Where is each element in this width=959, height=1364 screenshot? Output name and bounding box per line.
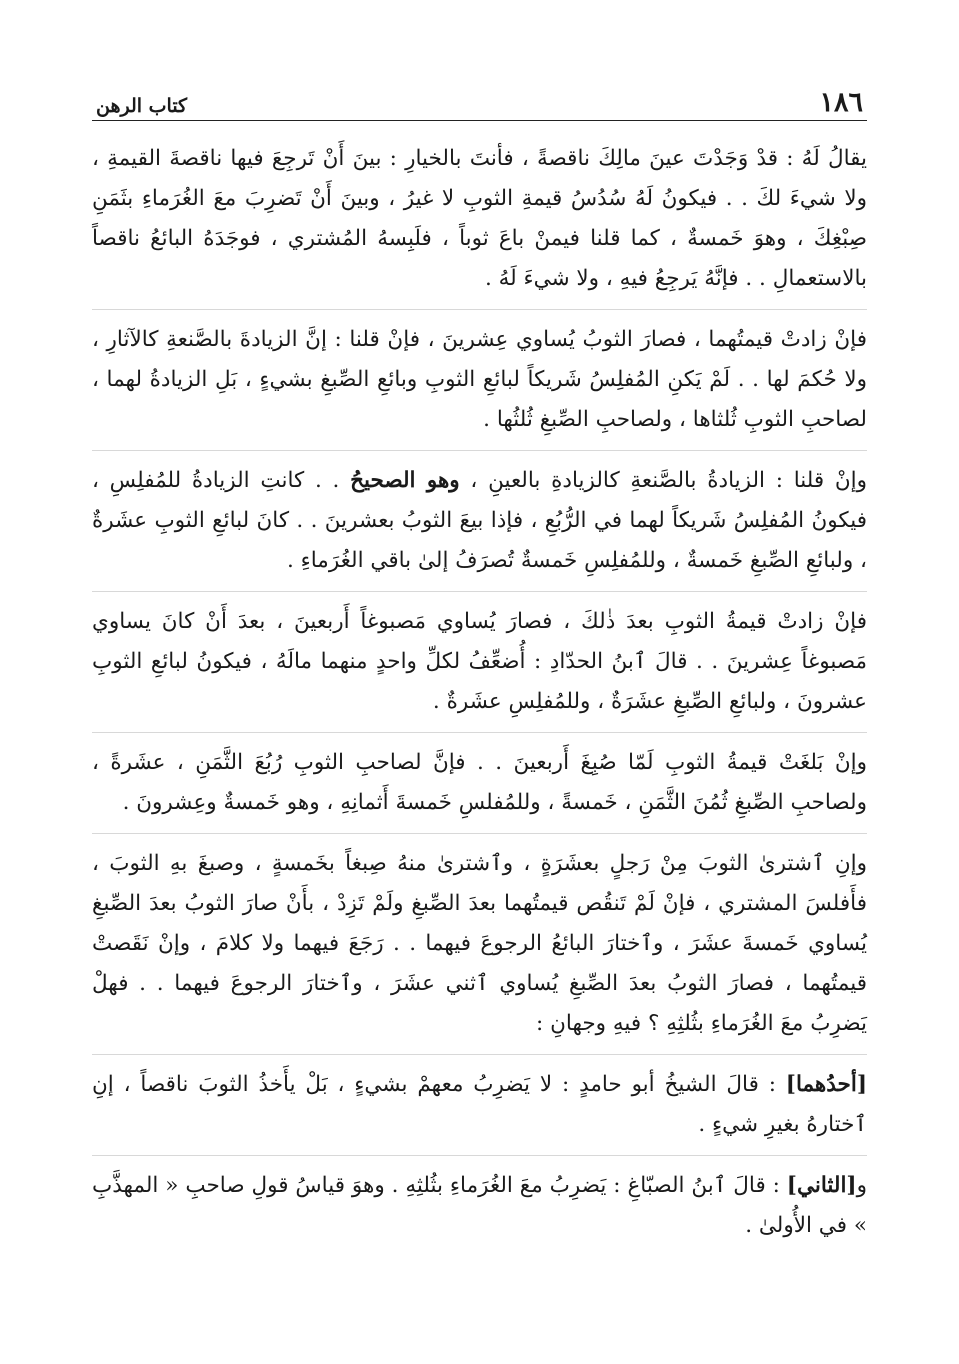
paragraph-7 bbox=[92, 1054, 867, 1145]
paragraph-3-emphasis: وهو الصحيحُ bbox=[350, 468, 460, 493]
paragraph-5: وإنْ بَلغَتْ قيمةُ الثوبِ لَمّا صُبِغَ أَربعينَ . . فإنَّ لصاحبِ الثوبِ رُبُعَ الثَّمَنِ ، عشَرةً ، ولصاحبِ الصِّبغِ ثُمُنَ الثَّمَنِ ، خَمسةً ، وللمُفلسِ خَمسةَ أَثمانِهِ ، وهو خَمسةٌ وعِشرونَ . bbox=[92, 732, 867, 823]
body-text bbox=[92, 139, 867, 1246]
paragraph-6: وإنِ ٱشترىٰ الثوبَ مِنْ رَجلٍ بعشَرَةٍ ، وٱشترىٰ منهُ صِبغاً بخَمسةٍ ، وصبغَ بهِ الثوبَ ، فأَفلسَ المشتري ، فإنْ لَمْ تَنقُص قيمتُهما بعدَ الصِّبغِ ولَمْ تَزِدْ ، بأَنْ صارَ الثوبُ بعدَ الصِّبغِ يُساوي خَمسةَ عشَرَ ، وٱختارَ البائعُ الرجوعَ فيهما . . رَجَعَ فيهما ولا كلامَ ، وإنْ نَقَصتْ قيمتُهما ، فصارَ الثوبُ بعدَ الصِّبغِ يُساوي ٱثني عشَرَ ، وٱختارَ الرجوعَ فيهما . . فهلْ يَضرِبُ معَ الغُرَماءِ بثُلثِهِ ؟ فيهِ وجهانِ : bbox=[92, 833, 867, 1044]
running-header bbox=[92, 72, 867, 121]
paragraph-8 bbox=[92, 1155, 867, 1246]
paragraph-1: يقالُ لَهُ : قدْ وَجَدْتَ عينَ مالِكَ ناقصةً ، فأنتَ بالخيارِ : بينَ أَنْ تَرجِعَ فيها ناقصةَ القيمةِ ، ولا شيءَ لكَ . . فيكونُ لَهُ سُدُسُ قيمةِ الثوبِ لا غيرُ ، وبينَ أَنْ تَضرِبَ معَ الغُرَماءِ بثَمَنِ صِبْغِكَ ، وهوَ خَمسةٌ ، كما قلنا فيمنْ باعَ ثوباً ، فلَبِسهُ المُشتري ، فوجَدَهُ البائعُ ناقصاً بالاستعمالِ . . فإنَّهُ يَرجِعُ فيهِ ، ولا شيءَ لَهُ . bbox=[92, 146, 867, 291]
paragraph-8-after: : قالَ ٱبنُ الصبّاغِ : يَضرِبُ معَ الغُرَماءِ بثُلثِهِ . وهوَ قياسُ قولِ صاحبِ « المهذَّبِ » في الأُولىٰ . bbox=[92, 1173, 867, 1238]
paragraph-4: فإنْ زادتْ قيمةُ الثوبِ بعدَ ذٰلكَ ، فصارَ يُساوي مَصبوغاً أَربعينَ ، بعدَ أَنْ كانَ يساوي مَصبوغاً عِشرينَ . . قالَ ٱبنُ الحدّادِ : أُضعِّفُ لكلِّ واحدٍ منهما مالَهُ ، فيكونُ لبائعِ الثوبِ عشرونَ ، ولبائعِ الصِّبغِ عشَرَةٌ ، وللمُفلِسِ عشَرةٌ . bbox=[92, 591, 867, 722]
chapter-title: كتاب الرهن bbox=[96, 95, 188, 117]
paragraph-7-after: : قالَ الشيخُ أبو حامدٍ : لا يَضرِبُ معهمْ بشيءٍ ، بَلْ يأَخذُ الثوبَ ناقصاً ، إنِ ٱختارهُ بغيرِ شيءٍ . bbox=[92, 1072, 867, 1137]
paragraph-7-heading: [أحدُهما] bbox=[785, 1072, 867, 1097]
paragraph-8-heading: [الثاني] bbox=[786, 1173, 857, 1198]
page-number: ١٨٦ bbox=[819, 87, 863, 118]
paragraph-2: فإنْ زادتْ قيمتُهما ، فصارَ الثوبُ يُساوي عِشرينَ ، فإنْ قلنا : إنَّ الزيادةَ بالصَّنعةِ كالآثارِ ، ولا حُكمَ لها . . لَمْ يَكنِ المُفلِسُ شَريكاً لبائعِ الثوبِ وبائعِ الصِّبغِ بشيءٍ ، بَلِ الزيادةُ لهما ، لصاحبِ الثوبِ ثُلثاها ، ولصاحبِ الصِّبغِ ثُلثُها . bbox=[92, 309, 867, 440]
paragraph-3 bbox=[92, 450, 867, 581]
paragraph-8-before: و bbox=[856, 1173, 867, 1198]
paragraph-3-after: . . كانتِ الزيادةُ للمُفلِسِ ، فيكونُ المُفلِسُ شَريكاً لهما في الرُّبُعِ ، فإذا بيعَ الثوبُ بعشرينَ . . كانَ لبائعِ الثوبِ عشَرةٌ ، ولبائعِ الصِّبغِ خَمسةٌ ، وللمُفلِسِ خَمسةٌ تُصرَفُ إلىٰ باقي الغُرَماءِ . bbox=[92, 468, 867, 573]
paragraph-3-before: وإنْ قلنا : الزيادةُ بالصَّنعةِ كالزيادةِ بالعينِ ، bbox=[459, 468, 867, 493]
